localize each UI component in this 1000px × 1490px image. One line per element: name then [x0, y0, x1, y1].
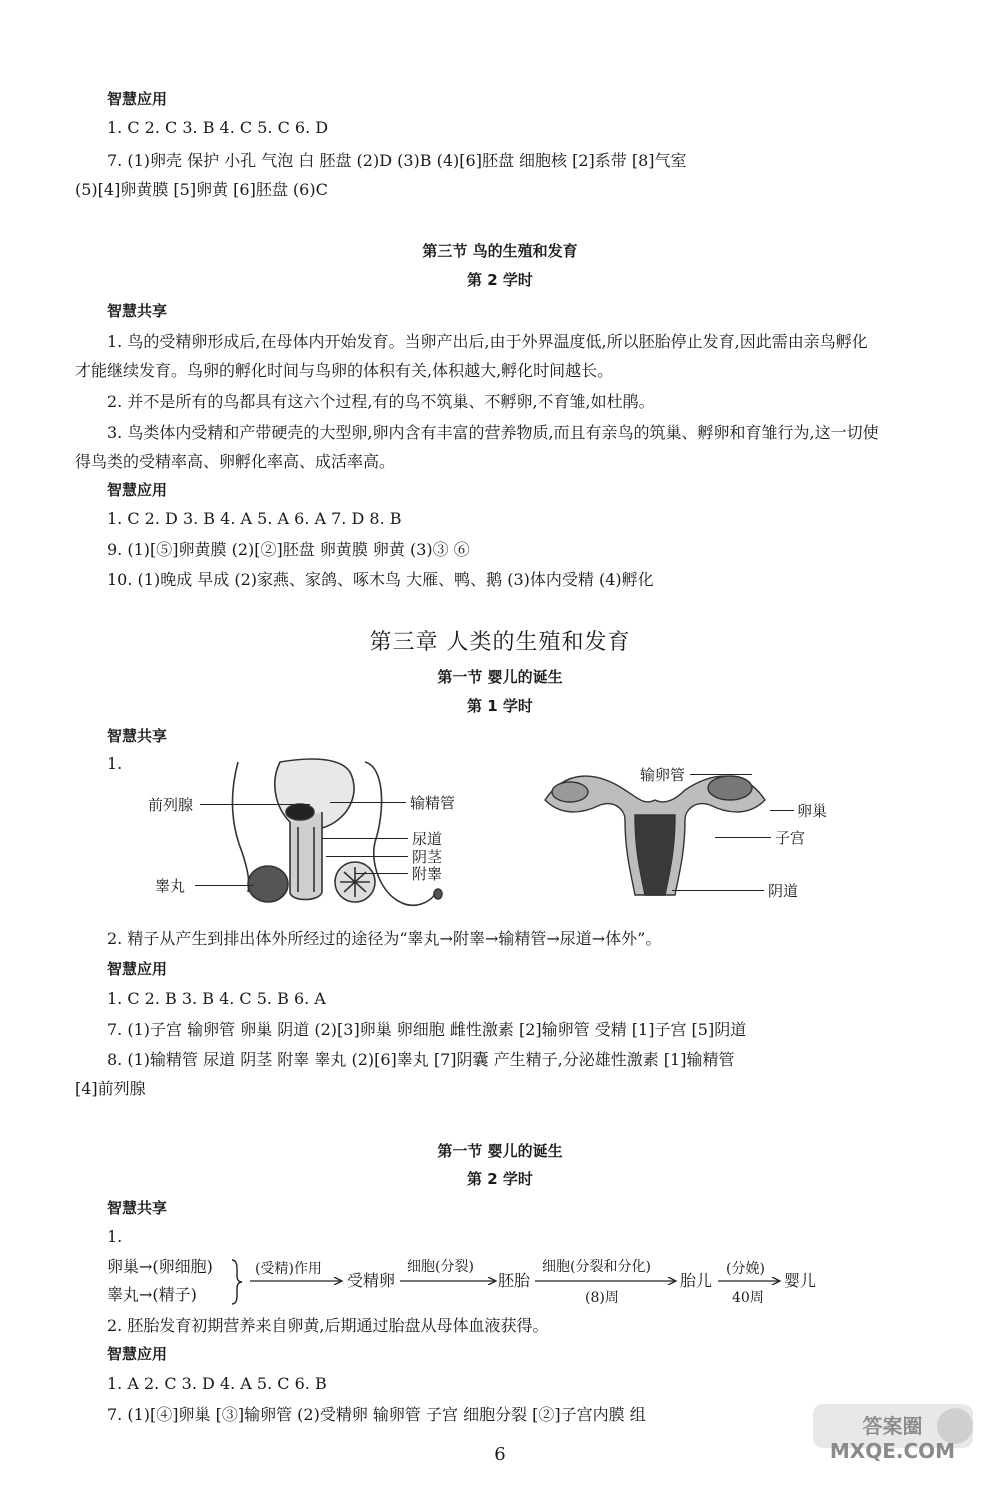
section-heading: 智慧共享 [107, 727, 168, 745]
section-heading: 智慧应用 [107, 1345, 168, 1363]
label-urethra: 尿道 [412, 830, 443, 848]
flow-step3-duration: (8)周 [585, 1290, 619, 1306]
flow-step3-label: 细胞(分裂和分化) [542, 1259, 651, 1275]
section-heading: 智慧应用 [107, 960, 168, 978]
flow-sperm-source: 睾丸→(精子) [107, 1285, 197, 1304]
answer-line: 9. (1)[⑤]卵黄膜 (2)[②]胚盘 卵黄膜 卵黄 (3)③ ⑥ [107, 540, 470, 559]
leader-line [690, 774, 752, 775]
brace-icon [230, 1258, 244, 1306]
answer-line: 7. (1)卵壳 保护 小孔 气泡 白 胚盘 (2)D (3)B (4)[6]胚盘 细胞核 [2]系带 [8]气室 [107, 151, 687, 170]
leader-line [322, 838, 408, 839]
section-subtitle: 第 2 学时 [467, 1170, 533, 1188]
item-number: 1. [107, 1227, 123, 1246]
label-vas-deferens: 输精管 [410, 794, 456, 812]
arrow-right-icon [535, 1277, 680, 1285]
answer-line: 8. (1)输精管 尿道 阴茎 附睾 睾丸 (2)[6]睾丸 [7]阴囊 产生精子,分泌雄性激素 [1]输精管 [107, 1050, 735, 1069]
section-heading: 智慧共享 [107, 302, 168, 320]
watermark [805, 1400, 980, 1480]
leader-line [195, 885, 253, 886]
leader-line [715, 837, 771, 838]
answer-line: 7. (1)子宫 输卵管 卵巢 阴道 (2)[3]卵巢 卵细胞 雌性激素 [2]输卵管 受精 [1]子宫 [5]阴道 [107, 1020, 747, 1039]
leader-line [200, 804, 310, 805]
male-reproductive-diagram [190, 752, 450, 912]
label-epididymis: 附睾 [412, 865, 443, 883]
arrow-right-icon [250, 1277, 346, 1285]
section-subtitle: 第 2 学时 [467, 271, 533, 289]
arrow-right-icon [400, 1277, 500, 1285]
leader-line [672, 890, 764, 891]
paragraph-line: 2. 胚胎发育初期营养来自卵黄,后期通过胎盘从母体血液获得。 [107, 1316, 549, 1335]
label-vagina: 阴道 [768, 882, 799, 900]
answer-line: 1. C 2. C 3. B 4. C 5. C 6. D [107, 118, 329, 137]
flow-embryo: 胚胎 [498, 1271, 531, 1290]
leader-line [770, 810, 794, 811]
label-testis: 睾丸 [155, 877, 186, 895]
flow-fetus: 胎儿 [680, 1271, 713, 1290]
flow-step4-duration: 40周 [732, 1290, 764, 1306]
arrow-right-icon [718, 1277, 784, 1285]
answer-line: (5)[4]卵黄膜 [5]卵黄 [6]胚盘 (6)C [75, 180, 328, 199]
flow-zygote: 受精卵 [347, 1271, 396, 1290]
paragraph-line: 2. 精子从产生到排出体外所经过的途径为“睾丸→附睾→输精管→尿道→体外”。 [107, 929, 662, 948]
label-ovary: 卵巢 [797, 802, 828, 820]
label-prostate: 前列腺 [148, 796, 194, 814]
paragraph-line: 2. 并不是所有的鸟都具有这六个过程,有的鸟不筑巢、不孵卵,不育雏,如杜鹃。 [107, 392, 655, 411]
section-subtitle: 第 1 学时 [467, 697, 533, 715]
section-heading: 智慧应用 [107, 90, 168, 108]
leader-line [355, 873, 408, 874]
flow-baby: 婴儿 [784, 1271, 817, 1290]
chapter-title: 第三章 人类的生殖和发育 [369, 630, 631, 655]
paragraph-line: 得鸟类的受精率高、卵孵化率高、成活率高。 [75, 452, 396, 471]
paragraph-line: 1. 鸟的受精卵形成后,在母体内开始发育。当卵产出后,由于外界温度低,所以胚胎停止发育,因此需由亲鸟孵化 [107, 332, 868, 351]
paragraph-line: 才能继续发育。鸟卵的孵化时间与鸟卵的体积有关,体积越大,孵化时间越长。 [75, 361, 614, 380]
label-uterus: 子宫 [775, 829, 806, 847]
label-penis: 阴茎 [412, 848, 443, 866]
flow-step4-label: (分娩) [726, 1261, 765, 1277]
section-title: 第一节 婴儿的诞生 [437, 668, 563, 686]
section-heading: 智慧共享 [107, 1199, 168, 1217]
answer-line: 7. (1)[④]卵巢 [③]输卵管 (2)受精卵 输卵管 子宫 细胞分裂 [②]子宫内膜 组 [107, 1405, 646, 1424]
section-title: 第一节 婴儿的诞生 [437, 1142, 563, 1160]
answer-line: 10. (1)晚成 早成 (2)家燕、家鸽、啄木鸟 大雁、鸭、鹅 (3)体内受精 (4)孵化 [107, 570, 654, 589]
page-number: 6 [494, 1444, 506, 1465]
leader-line [326, 856, 408, 857]
flow-step1-label: (受精)作用 [255, 1261, 322, 1277]
watermark-text: 答案圈 MXQE.COM [829, 1414, 956, 1463]
flow-step2-label: 细胞(分裂) [407, 1259, 474, 1275]
item-number: 1. [107, 754, 123, 773]
label-oviduct: 输卵管 [640, 766, 686, 784]
flow-egg-source: 卵巢→(卵细胞) [107, 1257, 213, 1276]
answer-line: 1. C 2. B 3. B 4. C 5. B 6. A [107, 989, 326, 1008]
section-title: 第三节 鸟的生殖和发育 [422, 242, 578, 260]
section-heading: 智慧应用 [107, 481, 168, 499]
leader-line [330, 802, 406, 803]
paragraph-line: 3. 鸟类体内受精和产带硬壳的大型卵,卵内含有丰富的营养物质,而且有亲鸟的筑巢、孵卵和育雏行为,这一切使 [107, 423, 879, 442]
answer-line: 1. C 2. D 3. B 4. A 5. A 6. A 7. D 8. B [107, 509, 402, 528]
answer-line: 1. A 2. C 3. D 4. A 5. C 6. B [107, 1374, 327, 1393]
answer-line: [4]前列腺 [75, 1079, 146, 1098]
